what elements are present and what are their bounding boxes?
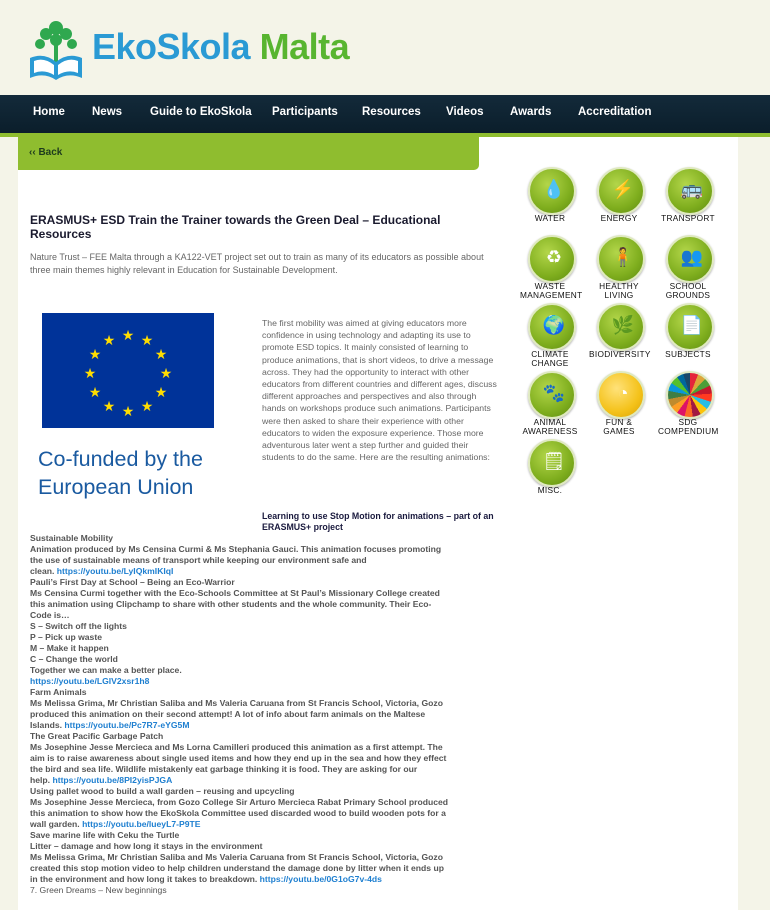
content-line: [30, 654, 500, 665]
youtube-link[interactable]: https://youtu.be/LGlV2xsr1h8: [30, 676, 150, 686]
svg-text:★: ★: [102, 399, 116, 415]
eu-cofunded-logo: [38, 311, 248, 507]
topic-school-grounds[interactable]: [658, 235, 722, 301]
content-line: [30, 709, 500, 720]
topic-transport[interactable]: [658, 167, 722, 233]
svg-text:★: ★: [159, 366, 173, 382]
article-title: ERASMUS+ ESD Train the Trainer towards the Green Deal – Educational Resources: [30, 213, 441, 241]
topic-waste-management[interactable]: [520, 235, 584, 301]
line-text: C – Change the world: [30, 654, 118, 664]
line-text: this animation to show how the EkoSkola Committee used discarded wood to build wooden pots for a: [30, 808, 446, 818]
icon-glyph: 📄: [680, 315, 704, 335]
nav-videos[interactable]: Videos: [446, 106, 484, 118]
line-text: Code is…: [30, 610, 70, 620]
pacman-icon: [597, 371, 645, 419]
svg-text:★: ★: [140, 333, 154, 349]
sdg-wheel-icon: [666, 371, 714, 419]
content-line: [30, 533, 500, 544]
eu-flag: [42, 313, 214, 428]
line-text: in the environment and how long it takes to breakdown.: [30, 874, 260, 884]
content-line: [30, 797, 500, 808]
note-icon: [528, 439, 576, 487]
nav-accreditation[interactable]: Accreditation: [578, 106, 652, 118]
nav-awards[interactable]: Awards: [510, 106, 552, 118]
line-text: clean.: [30, 566, 57, 576]
line-text: Islands.: [30, 720, 65, 730]
svg-text:★: ★: [88, 347, 102, 363]
icon-glyph: 🌍: [542, 315, 566, 335]
leaf-icon: [597, 303, 645, 351]
main-content: [18, 137, 738, 910]
water-drop-icon: [528, 167, 576, 215]
eu-caption: Co-funded by the European Union: [38, 447, 203, 499]
svg-text:★: ★: [154, 385, 168, 401]
svg-text:★: ★: [102, 333, 116, 349]
line-text: Ms Josephine Jesse Mercieca and Ms Lorna Camilleri produced this animation as a first attempt. The: [30, 742, 443, 752]
line-text: the use of sustainable means of transport while keeping our environment safe and: [30, 555, 367, 565]
content-line: [30, 566, 500, 577]
youtube-link[interactable]: https://youtu.be/LyIQkmIKIqI: [56, 566, 174, 576]
recycle-icon: [528, 235, 576, 283]
topic-water[interactable]: [520, 167, 584, 233]
topic-sdg-compendium[interactable]: [658, 371, 722, 437]
icon-glyph: ◔: [617, 383, 629, 403]
content-line: [30, 764, 500, 775]
nav-news[interactable]: News: [92, 106, 123, 118]
topic-fun-games[interactable]: [589, 371, 653, 437]
content-line: [30, 621, 500, 632]
line-text: Animation produced by Ms Censina Curmi & Ms Stephania Gauci. This animation focuses promoting: [30, 544, 442, 554]
svg-text:★: ★: [83, 366, 97, 382]
line-text: the bird and sea life. Wildlife mistakenly eat garbage thinking it is food. They are asking for our: [30, 764, 418, 774]
icon-glyph: 🚌: [680, 179, 704, 199]
paw-icon: [528, 371, 576, 419]
content-line: [30, 577, 500, 588]
globe-icon: [528, 303, 576, 351]
svg-text:★: ★: [121, 404, 135, 420]
line-text: Together we can make a better place.: [30, 665, 182, 675]
bus-icon: [666, 167, 714, 215]
content-line: [30, 753, 500, 764]
line-text: Using pallet wood to build a wall garden – reusing and upcycling: [30, 786, 295, 796]
content-line: [30, 720, 500, 731]
topic-label: SUBJECTS: [665, 349, 711, 359]
line-text: S – Switch off the lights: [30, 621, 127, 631]
icon-glyph: ♻: [545, 247, 563, 267]
main-nav: [0, 95, 770, 133]
content-line: [30, 863, 500, 874]
topic-label: HEALTHY LIVING: [599, 281, 639, 300]
lightning-icon: [597, 167, 645, 215]
topic-climate-change[interactable]: [520, 303, 584, 369]
content-line: [30, 874, 500, 885]
svg-text:★: ★: [140, 399, 154, 415]
line-text: Sustainable Mobility: [30, 533, 114, 543]
topic-healthy-living[interactable]: [589, 235, 653, 301]
line-text: produced this animation on their second attempt! A lot of info about farm animals on the Maltese: [30, 709, 426, 719]
nav-participants[interactable]: Participants: [272, 106, 338, 118]
line-text: created this stop motion video to help children understand the damage done by litter when it ends up: [30, 863, 444, 873]
topic-label: WASTE MANAGEMENT: [520, 281, 583, 300]
youtube-link[interactable]: https://youtu.be/0G1oG7v-4ds: [259, 874, 382, 884]
site-header: [0, 0, 770, 95]
topic-label: MISC.: [537, 485, 563, 495]
icon-glyph: 💧: [542, 179, 566, 199]
content-line: [30, 676, 500, 687]
svg-text:★: ★: [121, 328, 135, 344]
content-line: [30, 742, 500, 753]
content-line: [30, 885, 500, 896]
content-line: [30, 588, 500, 599]
icon-glyph: ⚡: [611, 179, 635, 199]
document-icon: [666, 303, 714, 351]
topic-label: BIODIVERSITY: [589, 349, 651, 359]
youtube-link[interactable]: https://youtu.be/lueyL7-P9TE: [82, 819, 201, 829]
line-text: this animation using Clipchamp to share with other students and the whole community. Their Eco-: [30, 599, 432, 609]
line-text: Ms Melissa Grima, Mr Christian Saliba and Ms Valeria Caruana from St Francis School, Victoria, Gozo: [30, 698, 443, 708]
content-line: [30, 632, 500, 643]
youtube-link[interactable]: https://youtu.be/Pc7R7-eYG5M: [64, 720, 190, 730]
content-line: [30, 775, 500, 786]
line-text: 7. Green Dreams – New beginnings: [30, 885, 167, 895]
topic-label: CLIMATE CHANGE: [531, 349, 569, 368]
content-line: [30, 544, 500, 555]
line-text: Ms Josephine Jesse Mercieca, from Gozo College Sir Arturo Mercieca Rabat Primary School produced: [30, 797, 449, 807]
line-text: Farm Animals: [30, 687, 87, 697]
mobility-description: The first mobility was aimed at giving educators more confidence in using technology and adapting its use to promote ESD topics. It mainly consisted of learning to produce animations, that is short videos, to drive a message across. They had the opportunity to interact with other educators from different countries and different ages, discuss different approaches and perspectives and also through hands on workshops produce such animations. Participants were then asked to share their experience with other educators to widen the exposure experience. Those more adventurous later went a step further and guided their students to do the same. Here are the resulting animations:: [262, 318, 497, 463]
nav-guide[interactable]: Guide to EkoSkola: [150, 106, 252, 118]
topic-label: SCHOOL GROUNDS: [665, 281, 711, 300]
content-line: [30, 808, 500, 819]
content-line: [30, 599, 500, 610]
topic-label: SDG COMPENDIUM: [658, 417, 719, 436]
stop-motion-heading: Learning to use Stop Motion for animations – part of an ERASMUS+ project: [262, 511, 494, 532]
topic-animal-awareness[interactable]: [520, 371, 584, 437]
content-line: [30, 698, 500, 709]
site-title[interactable]: EkoSkola Malta: [92, 26, 350, 67]
topic-label: ENERGY: [600, 213, 638, 223]
content-line: [30, 841, 500, 852]
topic-label: ANIMAL AWARENESS: [522, 417, 578, 436]
content-line: [30, 665, 500, 676]
back-bar: [18, 137, 479, 170]
line-text: aim is to raise awareness about single used items and how they end up in the sea and how they effect: [30, 753, 447, 763]
icon-glyph: 🐾: [542, 383, 566, 403]
content-line: [30, 555, 500, 566]
youtube-link[interactable]: https://youtu.be/8PI2yisPJGA: [52, 775, 173, 785]
line-text: wall garden.: [30, 819, 83, 829]
line-text: Litter – damage and how long it stays in the environment: [30, 841, 263, 851]
line-text: P – Pick up waste: [30, 632, 102, 642]
person-icon: [597, 235, 645, 283]
topic-subjects[interactable]: [658, 303, 722, 369]
topic-energy[interactable]: [589, 167, 653, 233]
nav-home[interactable]: Home: [33, 106, 65, 118]
topic-label: FUN & GAMES: [603, 417, 635, 436]
content-line: [30, 643, 500, 654]
line-text: Save marine life with Ceku the Turtle: [30, 830, 180, 840]
line-text: Pauli’s First Day at School – Being an Eco-Warrior: [30, 577, 235, 587]
icon-glyph: 🌿: [611, 315, 635, 335]
icon-glyph: 🗒: [542, 451, 566, 471]
people-icon: [666, 235, 714, 283]
topic-misc[interactable]: [520, 439, 584, 505]
topic-label: TRANSPORT: [661, 213, 715, 223]
line-text: M – Make it happen: [30, 643, 109, 653]
line-text: help.: [30, 775, 53, 785]
back-link[interactable]: ‹‹ Back: [29, 147, 63, 158]
line-text: Ms Melissa Grima, Mr Christian Saliba and Ms Valeria Caruana from St Francis School, Victoria, Gozo: [30, 852, 443, 862]
line-text: Ms Censina Curmi together with the Eco-Schools Committee at St Paul’s Missionary College created: [30, 588, 440, 598]
icon-glyph: 🧍: [611, 247, 635, 267]
content-line: [30, 852, 500, 863]
content-line: [30, 786, 500, 797]
content-line: [30, 687, 500, 698]
topic-label: WATER: [534, 213, 566, 223]
content-line: [30, 830, 500, 841]
topic-biodiversity[interactable]: [589, 303, 653, 369]
article-intro: Nature Trust – FEE Malta through a KA122-VET project set out to train as many of its educators as possible about three main themes highly relevant in Education for Sustainable Development.: [30, 252, 484, 275]
animations-list: [30, 533, 500, 896]
svg-text:★: ★: [88, 385, 102, 401]
content-line: [30, 819, 500, 830]
svg-text:★: ★: [154, 347, 168, 363]
content-line: [30, 731, 500, 742]
nav-resources[interactable]: Resources: [362, 106, 421, 118]
line-text: The Great Pacific Garbage Patch: [30, 731, 164, 741]
content-line: [30, 610, 500, 621]
icon-glyph: 👥: [680, 247, 704, 267]
